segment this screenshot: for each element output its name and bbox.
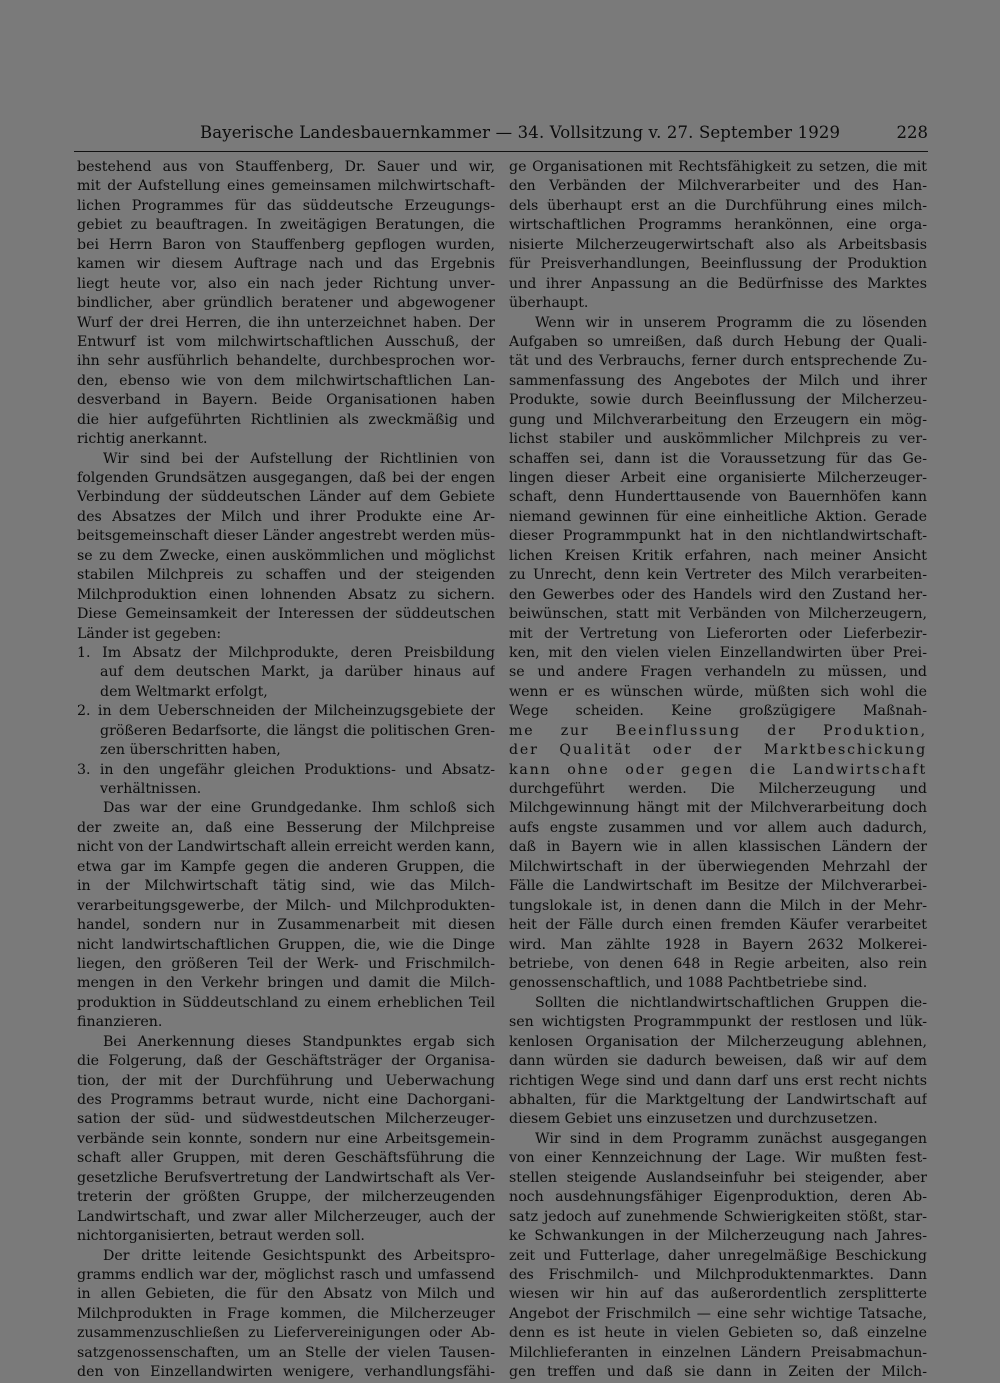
text-line: richtigen Wege sind und dann darf uns erst recht nichts	[509, 1072, 927, 1089]
text-line: Milchwirtschaft in der überwiegenden Mehrzahl der	[509, 858, 927, 875]
text-line: wiesen wir hin auf das außerordentlich zersplitterte	[509, 1286, 927, 1303]
text-line: und ihrer Anpassung an die Bedürfnisse des Marktes	[509, 275, 927, 292]
text-line: denn es ist heute in vielen Gebieten so, daß einzelne	[509, 1325, 927, 1342]
text-line: gramms endlich war der, möglichst rasch und umfassend	[77, 1266, 495, 1283]
text-line: nichtorganisierten, betraut werden soll.	[77, 1228, 365, 1245]
text-column-right	[509, 158, 927, 1383]
text-line: nisierte Milcherzeugerwirtschaft also als Arbeitsbasis	[509, 236, 927, 253]
text-line: Das war der eine Grundgedanke. Ihm schloß sich	[103, 800, 495, 817]
text-line: bindlicher, aber gründlich beratener und abgewogener	[77, 295, 495, 312]
text-line: Wir sind bei der Aufstellung der Richtlinien von	[103, 450, 495, 467]
text-line: ke Schwankungen in der Milcherzeugung nach Jahres-	[509, 1228, 927, 1245]
text-line: desverband in Bayern. Beide Organisationen haben	[77, 392, 495, 409]
text-line: des Programms betraut wurde, nicht eine Dachorgani-	[77, 1092, 495, 1108]
text-line: treterin der größten Gruppe, der milcherzeugenden	[77, 1189, 495, 1206]
text-line: schaft aller Gruppen, mit deren Geschäftsführung die	[77, 1150, 495, 1167]
text-line: liegt heute vor, also ein nach jeder Richtung unver-	[77, 275, 495, 292]
text-line: finanzieren.	[77, 1014, 163, 1031]
text-line: Milchgewinnung hängt mit der Milchverarbeitung doch	[509, 800, 927, 817]
text-line: größeren Bedarfsorte, die längst die politischen Gren-	[100, 722, 495, 739]
text-line: Diese Gemeinsamkeit der Interessen der süddeutschen	[77, 606, 495, 623]
text-line: den, ebenso wie von dem milchwirtschaftlichen Lan-	[77, 372, 495, 389]
text-line: von einer Kennzeichnung der Lage. Wir mußten fest-	[509, 1150, 927, 1167]
text-line: lichst stabiler und auskömmlicher Milchpreis zu ver-	[509, 431, 927, 448]
text-line: ge Organisationen mit Rechtsfähigkeit zu setzen, die mit	[509, 159, 927, 175]
text-line: Wurf der drei Herren, die ihn unterzeichnet haben. Der	[77, 314, 495, 331]
text-line: nicht von der Landwirtschaft allein erreicht werden kann,	[77, 839, 495, 856]
text-line: in der Milchwirtschaft tätig sind, wie das Milch-	[77, 878, 495, 895]
text-line: kann ohne oder gegen die Landwirtschaft	[509, 761, 927, 778]
text-line: noch ausdehnungsfähiger Eigenproduktion, deren Ab-	[509, 1189, 927, 1206]
header-rule	[74, 151, 928, 152]
text-line: zusammenzuschließen zu Liefervereinigungen oder Ab-	[77, 1325, 495, 1342]
text-line: des Absatzes der Milch und ihrer Produkte eine Ar-	[77, 508, 495, 525]
text-line: produktion in Süddeutschland zu einem erheblichen Teil	[77, 994, 495, 1011]
text-line: in allen Gebieten, die für den Absatz von Milch und	[77, 1286, 495, 1303]
text-line: des Frischmilch- und Milchproduktenmarktes. Dann	[509, 1266, 927, 1283]
text-line: 3. in den ungefähr gleichen Produktions- und Absatz-	[77, 761, 495, 778]
text-line: abhalten, für die Marktgeltung der Landwirtschaft auf	[509, 1092, 927, 1108]
text-line: sation der süd- und südwestdeutschen Milcherzeuger-	[77, 1111, 495, 1128]
text-line: Entwurf ist vom milchwirtschaftlichen Ausschuß, der	[77, 333, 495, 350]
text-line: Aufgaben so umreißen, daß durch Hebung der Quali-	[509, 333, 927, 350]
text-line: Wenn wir in unserem Programm die zu lösenden	[535, 314, 927, 331]
text-line: die Folgerung, daß der Geschäftsträger der Organisa-	[77, 1053, 495, 1070]
text-line: richtig anerkannt.	[77, 431, 208, 448]
text-line: schaft, denn Hunderttausende von Bauernhöfen kann	[509, 489, 927, 506]
text-line: Milchlieferanten in einzelnen Ländern Preisabmachun-	[509, 1344, 927, 1361]
text-line: stellen steigende Auslandseinfuhr bei steigender, aber	[509, 1169, 927, 1186]
text-line: Länder ist gegeben:	[77, 625, 222, 642]
text-line: tungslokale ist, in denen dann die Milch in der Mehr-	[509, 897, 927, 914]
text-line: tion, der mit der Durchführung und Ueberwachung	[77, 1072, 495, 1089]
text-line: kenlosen Organisation der Milcherzeugung ablehnen,	[509, 1033, 927, 1050]
text-line: die hier aufgeführten Richtlinien als zweckmäßig und	[77, 411, 495, 428]
text-line: Angebot der Frischmilch — eine sehr wichtige Tatsache,	[509, 1305, 927, 1322]
text-line: diesem Gebiet uns einzusetzen und durchzusetzen.	[509, 1111, 878, 1128]
text-line: bei Herrn Baron von Stauffenberg gepflogen wurden,	[77, 236, 495, 253]
text-line: handel, sondern nur in Zusammenarbeit mit diesen	[77, 917, 495, 934]
text-line: verhältnissen.	[100, 781, 202, 797]
text-line: ken, mit den vielen vielen Einzellandwirten über Prei-	[509, 644, 927, 661]
text-line: schaffen sei, dann ist die Voraussetzung für das Ge-	[509, 450, 927, 467]
text-line: Sollten die nichtlandwirtschaftlichen Gruppen die-	[535, 994, 927, 1011]
page-number: 228	[896, 123, 928, 142]
text-line: wenn er es wünschen würde, müßten sich wohl die	[509, 683, 927, 700]
text-line: Wege scheiden. Keine großzügigere Maßnah-	[509, 703, 927, 720]
text-line: dels überhaupt erst an die Durchführung eines milch-	[509, 197, 927, 214]
text-line: Verbindung der süddeutschen Länder auf dem Gebiete	[77, 489, 495, 506]
text-line: zu Unrecht, denn kein Vertreter des Milch verarbeiten-	[509, 567, 927, 584]
text-line: mengen in den Verkehr bringen und damit die Milch-	[77, 975, 495, 992]
text-line: sammenfassung des Angebotes der Milch und ihrer	[509, 372, 927, 389]
text-line: Landwirtschaft, und zwar aller Milcherzeuger, auch der	[77, 1208, 495, 1225]
text-line: den Verbänden der Milchverarbeiter und des Han-	[509, 178, 927, 195]
text-line: überhaupt.	[509, 295, 589, 312]
text-line: liegen, den größeren Teil der Werk- und Frischmilch-	[77, 955, 495, 972]
text-line: 2. in dem Ueberschneiden der Milcheinzugsgebiete der	[77, 703, 495, 720]
text-line: dem Weltmarkt erfolgt,	[100, 683, 268, 700]
text-line: Milchproduktion einen lohnenden Absatz zu sichern.	[77, 586, 495, 603]
text-line: für Preisverhandlungen, Beeinflussung der Produktion	[509, 256, 927, 273]
text-line: genossenschaftlich, und 1088 Pachtbetriebe sind.	[509, 975, 868, 992]
text-line: Produkte, sowie durch Beeinflussung der Milcherzeu-	[509, 392, 927, 409]
text-line: Der dritte leitende Gesichtspunkt des Arbeitspro-	[103, 1247, 495, 1264]
text-line: gesetzliche Berufsvertretung der Landwirtschaft als Ver-	[77, 1169, 495, 1186]
text-line: dann würden sie dadurch beweisen, daß wir auf dem	[509, 1053, 927, 1070]
text-line: sen wichtigsten Programmpunkt der restlosen und lük-	[509, 1014, 927, 1031]
text-line: mit der Vertretung von Lieferorten oder Lieferbezir-	[509, 625, 927, 642]
text-line: Bei Anerkennung dieses Standpunktes ergab sich	[103, 1033, 495, 1050]
text-line: niemand gewinnen für eine einheitliche Aktion. Gerade	[509, 508, 927, 525]
text-line: Fälle die Landwirtschaft im Besitze der Milchverarbei-	[509, 878, 927, 895]
text-line: Wir sind in dem Programm zunächst ausgegangen	[535, 1130, 927, 1147]
text-line: aufs engste zusammen und vor allem auch dadurch,	[509, 819, 927, 836]
text-line: mit der Aufstellung eines gemeinsamen milchwirtschaft-	[77, 178, 495, 195]
text-line: folgenden Grundsätzen ausgegangen, daß bei der engen	[77, 470, 495, 486]
text-line: satz jedoch auf zunehmende Schwierigkeiten stößt, star-	[509, 1208, 927, 1225]
text-line: bestehend aus von Stauffenberg, Dr. Sauer und wir,	[77, 159, 495, 175]
text-line: auf dem deutschen Markt, ja darüber hinaus auf	[100, 664, 495, 681]
text-line: dieser Programmpunkt hat in den nichtlandwirtschaft-	[509, 528, 927, 545]
text-line: 1. Im Absatz der Milchprodukte, deren Preisbildung	[77, 644, 495, 661]
text-line: lichen Kreisen Kritik erfahren, nach meiner Ansicht	[509, 547, 927, 564]
text-line: den von Einzellandwirten wenigere, verhandlungsfähi-	[77, 1364, 495, 1381]
text-line: beitsgemeinschaft dieser Länder angestrebt werden müs-	[77, 528, 495, 545]
text-line: daß in Bayern wie in allen klassischen Ländern der	[509, 839, 927, 856]
header-title: Bayerische Landesbauernkammer — 34. Vollsitzung v. 27. September 1929	[200, 123, 841, 142]
text-line: heit der Fälle durch einen fremden Käufer verarbeitet	[509, 917, 927, 934]
text-line: lingen dieser Arbeit eine organisierte Milcherzeuger-	[509, 470, 927, 486]
text-line: zen überschritten haben,	[100, 742, 281, 759]
text-line: der Qualität oder der Marktbeschickung	[509, 742, 927, 759]
text-line: me zur Beeinflussung der Produktion,	[509, 722, 927, 739]
text-line: verarbeitungsgewerbe, der Milch- und Milchprodukten-	[77, 897, 495, 914]
text-line: ihn sehr ausführlich behandelte, durchbesprochen wor-	[77, 353, 495, 370]
text-line: stabilen Milchpreis zu schaffen und der steigenden	[77, 567, 495, 584]
text-line: wirtschaftlichen Programms herankönnen, eine orga-	[509, 217, 927, 234]
text-line: Milchprodukten in Frage kommen, die Milcherzeuger	[77, 1305, 495, 1322]
text-line: nicht landwirtschaftlichen Gruppen, die, wie die Dinge	[77, 936, 495, 953]
text-line: tät und des Verbrauchs, ferner durch entsprechende Zu-	[509, 353, 927, 370]
text-line: der zweite an, daß eine Besserung der Milchpreise	[77, 819, 495, 836]
text-line: kamen wir diesem Auftrage nach und das Ergebnis	[77, 256, 495, 273]
text-line: lichen Programmes für das süddeutsche Erzeugungs-	[77, 197, 495, 214]
text-line: den Gewerbes oder des Handels wird den Zustand her-	[509, 586, 927, 603]
text-line: gebiet zu beauftragen. In zweitägigen Beratungen, die	[77, 217, 495, 234]
text-line: gung und Milchverarbeitung den Erzeugern ein mög-	[509, 411, 927, 428]
text-line: wird. Man zählte 1928 in Bayern 2632 Molkerei-	[509, 936, 927, 953]
text-column-left	[77, 158, 495, 1383]
text-line: zeit und Futterlage, daher unregelmäßige Beschickung	[509, 1247, 927, 1264]
text-line: etwa gar im Kampfe gegen die anderen Gruppen, die	[77, 858, 495, 875]
text-line: satzgenossenschaften, um an Stelle der vielen Tausen-	[77, 1344, 495, 1361]
text-line: durchgeführt werden. Die Milcherzeugung und	[509, 781, 927, 797]
text-line: se und andere Fragen verhandeln zu müssen, und	[509, 664, 927, 681]
text-line: betriebe, von denen 648 in Regie arbeiten, also rein	[509, 955, 927, 972]
running-header	[200, 123, 928, 149]
text-line: se zu dem Zwecke, einen auskömmlichen und möglichst	[77, 547, 495, 564]
text-line: beiwünschen, statt mit Verbänden von Milcherzeugern,	[509, 606, 927, 623]
text-line: gen treffen und daß sie dann in Zeiten der Milch-	[509, 1364, 927, 1381]
text-line: verbände sein konnte, sondern nur eine Arbeitsgemein-	[77, 1130, 495, 1147]
